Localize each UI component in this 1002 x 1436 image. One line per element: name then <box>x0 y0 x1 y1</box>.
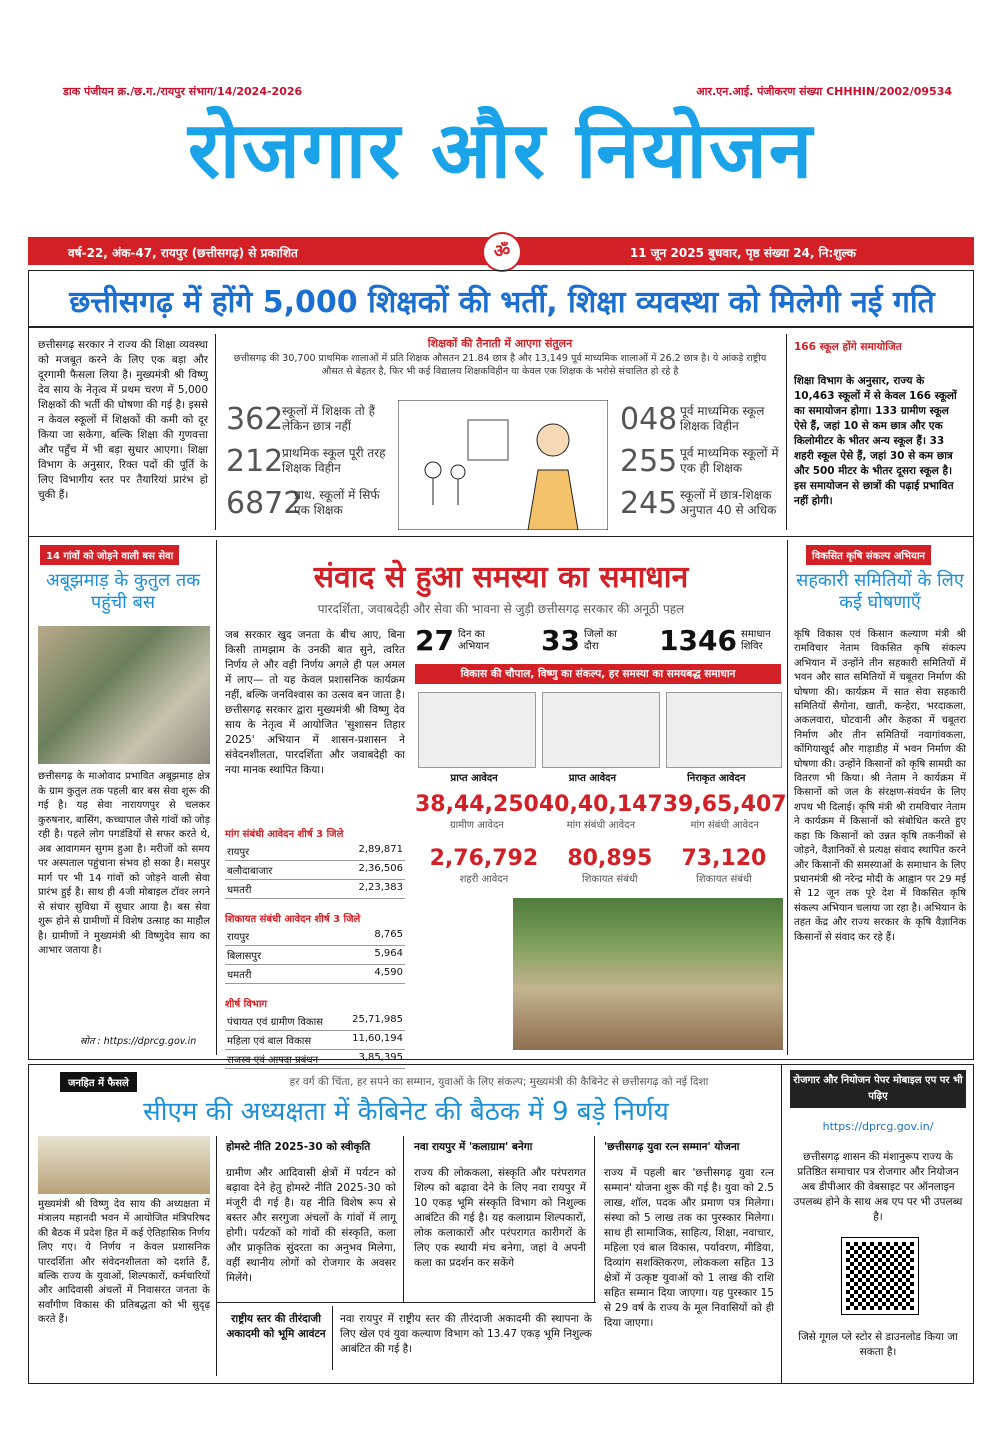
qr-caption: जिसे गूगल प्ले स्टोर से डाउनलोड किया जा सकता है। <box>798 1331 958 1358</box>
rule <box>594 1136 595 1302</box>
samvad-subtitle: पारदर्शिता, जवाबदेही और सेवा की भावना से जुड़ी छत्तीसगढ़ सरकार की अनूठी पहल <box>317 602 685 616</box>
metric-value: 2,76,792 <box>429 846 539 871</box>
samvad-nums-row1 <box>415 792 787 831</box>
rni-registration: आर.एन.आई. पंजीकरण संख्या CHHHIN/2002/09534 <box>696 85 952 98</box>
table-row <box>225 965 405 984</box>
kpi-label: जिलों का दौरा <box>584 628 617 652</box>
metric <box>539 792 663 831</box>
count: 25,71,985 <box>352 1014 403 1025</box>
chaupal-illustration <box>418 692 536 768</box>
krishi-title: सहकारी समितियों के लिए कई घोषणाएँ <box>796 570 964 613</box>
kpi-item <box>541 624 620 657</box>
table-row <box>225 880 405 899</box>
samvad-nums-row2 <box>415 846 781 885</box>
rule <box>216 540 217 1055</box>
metric-value: 39,65,407 <box>662 792 787 817</box>
merge-title: 166 स्कूल होंगे समायोजित <box>794 341 902 353</box>
cabinet-title: सीएम की अध्यक्षता में कैबिनेट की बैठक में 9 बड़े निर्णय <box>143 1097 669 1127</box>
rule <box>787 540 788 1055</box>
promo-text: छत्तीसगढ़ शासन की मंशानुरूप राज्य के प्रतिष्ठित समाचार पत्र रोजगार और नियोजन अब डीपीआर की वेबसाइट पर ऑनलाइन उपलब्ध होने के साथ अब एप पर भी उपलब्ध है। <box>793 1151 963 1223</box>
department: राजस्व एवं आपदा प्रबंधन <box>227 1055 319 1066</box>
c2-title: नवा रायपुर में 'कलाग्राम' बनेगा <box>414 1141 533 1153</box>
stat-item <box>620 398 790 440</box>
count: 2,36,506 <box>358 863 403 874</box>
metric-label: ग्रामीण आवेदन <box>450 820 504 831</box>
metric <box>567 846 652 885</box>
source-link[interactable]: स्रोत : https://dprcg.gov.in <box>80 1036 197 1047</box>
stat-number: 6872 <box>226 485 303 521</box>
metric-label: शिकायत संबंधी <box>696 874 752 885</box>
cm-photo <box>38 1136 210 1194</box>
rule <box>216 1302 596 1303</box>
stat-label: स्कूलों में छात्र-शिक्षक अनुपात 40 से अधिक <box>680 488 777 517</box>
cabinet-left-text: मुख्यमंत्री श्री विष्णु देव साय की अध्यक्षता में मंत्रालय महानदी भवन में आयोजित मंत्रिपरिषद की बैठक में प्रदेश हित में कई ऐतिहासिक निर्णय लिए गए। ये निर्णय न केवल प्रशासनिक पारदर्शिता और संवेदनशीलता को दर्शाते हैं, बल्कि राज्य के युवाओं, शिल्पकारों, कर्मचारियों और आदिवासी अंचलों में निवासरत जनता के सर्वांगीण विकास की प्रतिबद्धता को भी सुदृढ़ करते हैं। <box>38 1199 210 1326</box>
samvad-col-heads <box>415 770 781 784</box>
bus-text: छत्तीसगढ़ के माओवाद प्रभावित अबूझमाड़ क्षेत्र के ग्राम कुतुल तक पहली बार बस सेवा शुरू की गई है। यह सेवा नारायणपुर से चलकर कुरुषनार, बासिंग, कच्चापाल जैसे गांवों को जोड़ रही है। पहले लोग पगडंडियों से सफर करते थे, अब आवागमन सुगम हुआ है। मरीजों को समय पर अस्पताल पहुंचाना संभव हो सका है। मसपुर मार्ग पर भी 14 गांवों को जोड़ने वाली सेवा प्रारंभ हुई है। साथ ही 4जी मोबाइल टॉवर लगने से संचार सुविधा में सुधार आया है। बस सेवा शुरू होने से ग्रामीणों में विशेष उत्साह का माहौल है। ग्रामीणों ने मुख्यमंत्री श्री विष्णुदेव साय का आभार जताया है। <box>38 771 210 956</box>
c2-text: राज्य की लोककला, संस्कृति और परंपरागत शिल्प को बढ़ावा देने के लिए नवा रायपुर में 10 एकड़ भूमि संस्कृति विभाग को निशुल्क आबंटित की गई है। यह कलाग्राम शिल्पकारों, लोक कलाकारों और परंपरागत कारीगरों के लिए एक स्थायी मंच बनेगा, जहां वे अपनी कला का प्रदर्शन कर सकेंगे <box>414 1167 586 1269</box>
promo-url-link[interactable]: https://dprcg.gov.in/ <box>822 1120 934 1133</box>
metric-value: 73,120 <box>681 846 767 871</box>
count: 3,85,395 <box>358 1052 403 1063</box>
table-row <box>225 842 405 861</box>
rule <box>781 1064 782 1384</box>
rule <box>28 326 974 328</box>
rule <box>332 1306 333 1370</box>
metric-label: मांग संबंधी आवेदन <box>690 820 759 831</box>
kpi-label: दिन का अभियान <box>457 628 490 652</box>
table-row <box>225 861 405 880</box>
kpi-row <box>415 624 781 657</box>
cabinet-kicker: हर वर्ग की चिंता, हर सपने का सम्मान, युवाओं के लिए संकल्प; मुख्यमंत्री की कैबिनेट से छत्तीसगढ़ को नई दिशा <box>289 1076 709 1088</box>
balance-title: शिक्षकों की तैनाती में आएगा संतुलन <box>427 337 573 350</box>
kpi-number: 33 <box>541 624 580 657</box>
count: 8,765 <box>374 929 403 940</box>
stat-item <box>620 440 790 482</box>
crowd-photo <box>513 898 783 1050</box>
metric-label: शिकायत संबंधी <box>582 874 638 885</box>
stat-label: प्राथ. स्कूलों में सिर्फ एक शिक्षक <box>294 488 380 517</box>
c3-text: राज्य में पहली बार 'छत्तीसगढ़ युवा रत्न सम्मान' योजना शुरू की गई है। युवा को 2.5 लाख, शॉल, पदक और प्रमाण पत्र मिलेगा। संस्था को 5 लाख तक का पुरस्कार मिलेगा। साथ ही सामाजिक, साहित्य, शिक्षा, नवाचार, महिला एवं बाल विकास, पर्यावरण, मीडिया, दिव्यांग सशक्तिकरण, लोककला सहित 13 क्षेत्रों में उत्कृष्ट युवाओं को 1 लाख की राशि सहित सम्मान दिया जाएगा। यह पुरस्कार 15 से 29 वर्ष के राज्य के मूल निवासियों को ही दिया जाएगा। <box>604 1167 774 1329</box>
stats-right <box>620 398 790 524</box>
teacher-illustration <box>398 400 608 530</box>
district: बिलासपुर <box>227 951 262 962</box>
stat-item <box>226 482 396 524</box>
metric-label: मांग संबंधी आवेदन <box>566 820 636 831</box>
table-row <box>225 1012 405 1031</box>
table-title: शिकायत संबंधी आवेदन शीर्ष 3 जिले <box>225 914 361 925</box>
postal-registration: डाक पंजीयन क्र./छ.ग./रायपुर संभाग/14/2024-2026 <box>63 85 303 98</box>
kpi-item <box>415 624 502 657</box>
col-head: निराकृत आवेदन <box>687 773 746 784</box>
kpi-item <box>659 624 781 657</box>
stat-label: स्कूलों में शिक्षक तो हैं लेकिन छात्र नहीं <box>282 404 375 433</box>
district: धमतरी <box>227 970 252 981</box>
c4-title: राष्ट्रीय स्तर की तीरंदाजी अकादमी को भूमि आवंटन <box>226 1313 326 1340</box>
stat-item <box>226 398 396 440</box>
bus-title: अबूझमाड़ के कुतुल तक पहुंची बस <box>45 570 201 613</box>
stat-number: 212 <box>226 443 284 479</box>
metric <box>681 846 766 885</box>
metric-value: 40,40,147 <box>538 792 663 817</box>
metric <box>415 792 539 831</box>
metric <box>430 846 539 885</box>
lead-left-text: छत्तीसगढ़ सरकार ने राज्य की शिक्षा व्यवस्था को मजबूत करने के लिए एक बड़ा और दूरगामी फैसला लिया है। मुख्यमंत्री श्री विष्णु देव साय के नेतृत्व में प्रथम चरण में 5,000 शिक्षकों की भर्ती की घोषणा की गई है। इससे न केवल स्कूलों में शिक्षकों की कमी को दूर किया जा सकेगा, बल्कि शिक्षा की गुणवत्ता और पहुँच में भी बड़ा सुधार आएगा। शिक्षा विभाग के अनुसार, रिक्त पदों की पूर्ति के लिए विभागीय स्तर पर तैयारियां प्रारंभ हो चुकी हैं। <box>38 339 208 501</box>
metric-value: 80,895 <box>567 846 653 871</box>
stat-number: 245 <box>620 485 678 521</box>
bus-tag: 14 गांवों को जोड़ने वाली बस सेवा <box>40 545 179 565</box>
bus-photo <box>38 626 210 764</box>
metric-value: 38,44,250 <box>415 792 539 817</box>
balance-text: छत्तीसगढ़ की 30,700 प्राथमिक शालाओं में प्रति शिक्षक औसतन 21.84 छात्र है और 13,149 पूर्व माध्यमिक शालाओं में 26.2 छात्र है। ये आंकड़े राष्ट्रीय औसत से बेहतर है, फिर भी कई विद्यालय शिक्षकविहीन या केवल एक शिक्षक के भरोसे संचालित हो रहे है <box>233 353 767 377</box>
krishi-tag: विकसित कृषि संकल्प अभियान <box>806 545 931 565</box>
stats-left <box>226 398 396 524</box>
village-illustration <box>666 692 782 768</box>
masthead: रोजगार और नियोजन <box>187 106 815 196</box>
rule <box>786 334 787 530</box>
col-head: प्राप्त आवेदन <box>568 773 617 784</box>
district: धमतरी <box>227 885 252 896</box>
count: 4,590 <box>374 967 403 978</box>
stat-item <box>226 440 396 482</box>
samvad-title: संवाद से हुआ समस्या का समाधान <box>313 560 689 595</box>
stat-item <box>620 482 790 524</box>
c4-text: नवा रायपुर में राष्ट्रीय स्तर की तीरंदाजी अकादमी की स्थापना के लिए खेल एवं युवा कल्याण विभाग को 13.47 एकड़ भूमि निशुल्क आबंटित की गई है। <box>340 1313 592 1355</box>
date-info: 11 जून 2025 बुधवार, पृष्ठ संख्या 24, नि:शुल्क <box>629 246 856 260</box>
count: 11,60,194 <box>352 1033 403 1044</box>
stat-label: पूर्व माध्यमिक स्कूलों में एक ही शिक्षक <box>680 446 779 475</box>
table-row <box>225 927 405 946</box>
kpi-number: 1346 <box>659 624 737 657</box>
table-row <box>225 946 405 965</box>
table-row <box>225 1050 405 1069</box>
department: महिला एवं बाल विकास <box>227 1036 312 1047</box>
kpi-label: समाधान शिविर <box>741 628 771 652</box>
table-title: मांग संबंधी आवेदन शीर्ष 3 जिले <box>225 829 344 840</box>
samvad-banner: विकास की चौपाल, विष्णु का संकल्प, हर समस्या का समयबद्ध समाधान <box>415 664 781 684</box>
logo-icon: ॐ <box>482 232 522 272</box>
stat-number: 048 <box>620 401 678 437</box>
rule <box>403 1136 404 1302</box>
c3-title: 'छत्तीसगढ़ युवा रत्न सम्मान' योजना <box>604 1141 740 1153</box>
stat-label: प्राथमिक स्कूल पूरी तरह शिक्षक विहीन <box>282 446 386 475</box>
c1-text: ग्रामीण और आदिवासी क्षेत्रों में पर्यटन को बढ़ावा देने हेतु होमस्टे नीति 2025-30 को मंजूरी दी गई है। यह नीति विशेष रूप से बस्तर और सरगुजा अंचलों के गांवों में लागू होगी। पर्यटकों को गांवों की संस्कृति, कला और प्राकृतिक सुंदरता का अनुभव मिलेगा, वहीं स्थानीय लोगों को रोजगार के अवसर मिलेंगे। <box>226 1167 396 1284</box>
rule <box>28 536 974 537</box>
meeting-illustration <box>542 692 660 768</box>
count: 5,964 <box>374 948 403 959</box>
kpi-number: 27 <box>415 624 454 657</box>
stat-label: पूर्व माध्यमिक स्कूल शिक्षक विहीन <box>680 404 765 433</box>
metric-label: शहरी आवेदन <box>459 874 509 885</box>
qr-code-icon[interactable] <box>842 1238 918 1314</box>
krishi-text: कृषि विकास एवं किसान कल्याण मंत्री श्री रामविचार नेताम विकसित कृषि संकल्प अभियान में उन्होंने तीन सहकारी समितियों में भवन और सात समितियों में चबूतरा निर्माण की घोषणा की। कार्यक्रम में सात सेवा सहकारी समितियों सैगोना, खाती, कन्हेरा, भरदाकला, अकलवारा, घोटवानी और केहका में चबूतरा निर्माण और तीन समितियों नवागांवकला, कोंगियाखुर्द और गाड़ाडीह में भवन निर्माण की घोषणा की। उन्होंने किसानों को कृषि सामग्री का वितरण भी किया। श्री नेताम ने कार्यक्रम में किसानों को जल के संरक्षण-संवर्धन के लिए शपथ भी दिलाई। कृषि मंत्री श्री रामविचार नेताम ने कार्यक्रम में किसानों को संबोधित करते हुए कहा कि किसानों को उन्नत कृषि तकनीकों से जोड़ने, वैज्ञानिकों से प्रत्यक्ष संवाद स्थापित करने और किसानों की समस्याओं के समाधान के लिए प्रधानमंत्री श्री नरेन्द्र मोदी के आह्वान पर 29 मई से 12 जून तक पूरे देश में विकसित कृषि संकल्प अभियान चलाया जा रहा है। अभियान के तहत केंद्र और राज्य सरकार के कृषि वैज्ञानिक किसानों से संवाद कर रहे हैं। <box>794 629 966 943</box>
department: पंचायत एवं ग्रामीण विकास <box>227 1017 323 1028</box>
table-title: शीर्ष विभाग <box>225 999 268 1010</box>
rule <box>216 1136 217 1376</box>
table-row <box>225 1031 405 1050</box>
metric <box>663 792 787 831</box>
stat-number: 362 <box>226 401 284 437</box>
c1-title: होमस्टे नीति 2025-30 को स्वीकृति <box>226 1141 371 1153</box>
col-head: प्राप्त आवेदन <box>450 773 498 784</box>
lead-headline: छत्तीसगढ़ में होंगे 5,000 शिक्षकों की भर्ती, शिक्षा व्यवस्था को मिलेगी नई गति <box>69 285 935 320</box>
rule <box>215 334 216 530</box>
district-tables <box>225 820 405 1069</box>
cabinet-tag: जनहित में फैसले <box>60 1072 137 1092</box>
merge-text: शिक्षा विभाग के अनुसार, राज्य के 10,463 स्कूलों में से केवल 166 स्कूलों का समायोजन होगा। 133 ग्रामीण स्कूल ऐसे हैं, जहां 10 से कम छात्र और एक किलोमीटर के भीतर अन्य स्कूल हैं। 33 शहरी स्कूल ऐसे हैं, जहां 30 से कम छात्र और 500 मीटर के भीतर दूसरा स्कूल है। इस समायोजन से छात्रों की पढ़ाई प्रभावित नहीं होगी। <box>794 375 957 507</box>
count: 2,89,871 <box>358 844 403 855</box>
volume-info: वर्ष-22, अंक-47, रायपुर (छत्तीसगढ़) से प्रकाशित <box>68 246 298 260</box>
district: बलौदाबाजार <box>227 866 273 877</box>
district: रायपुर <box>227 847 250 858</box>
promo-title: रोजगार और नियोजन पेपर मोबाइल एप पर भी पढ़िए <box>790 1070 966 1108</box>
samvad-text: जब सरकार खुद जनता के बीच आए, बिना किसी तामझाम के उनकी बात सुने, त्वरित निर्णय ले और वही निर्णय अगले ही पल अमल में लाए— तो यह केवल प्रशासनिक कार्यक्रम नहीं, बल्कि जनविश्वास का उत्सव बन जाता है। छत्तीसगढ़ सरकार द्वारा मुख्यमंत्री श्री विष्णु देव साय के नेतृत्व में आयोजित 'सुशासन तिहार 2025' अभियान में शासन-प्रशासन ने संवेदनशीलता, पारदर्शिता और जवाबदेही का नया मानक स्थापित किया। <box>225 629 405 776</box>
district: रायपुर <box>227 932 250 943</box>
stat-number: 255 <box>620 443 678 479</box>
count: 2,23,383 <box>358 882 403 893</box>
